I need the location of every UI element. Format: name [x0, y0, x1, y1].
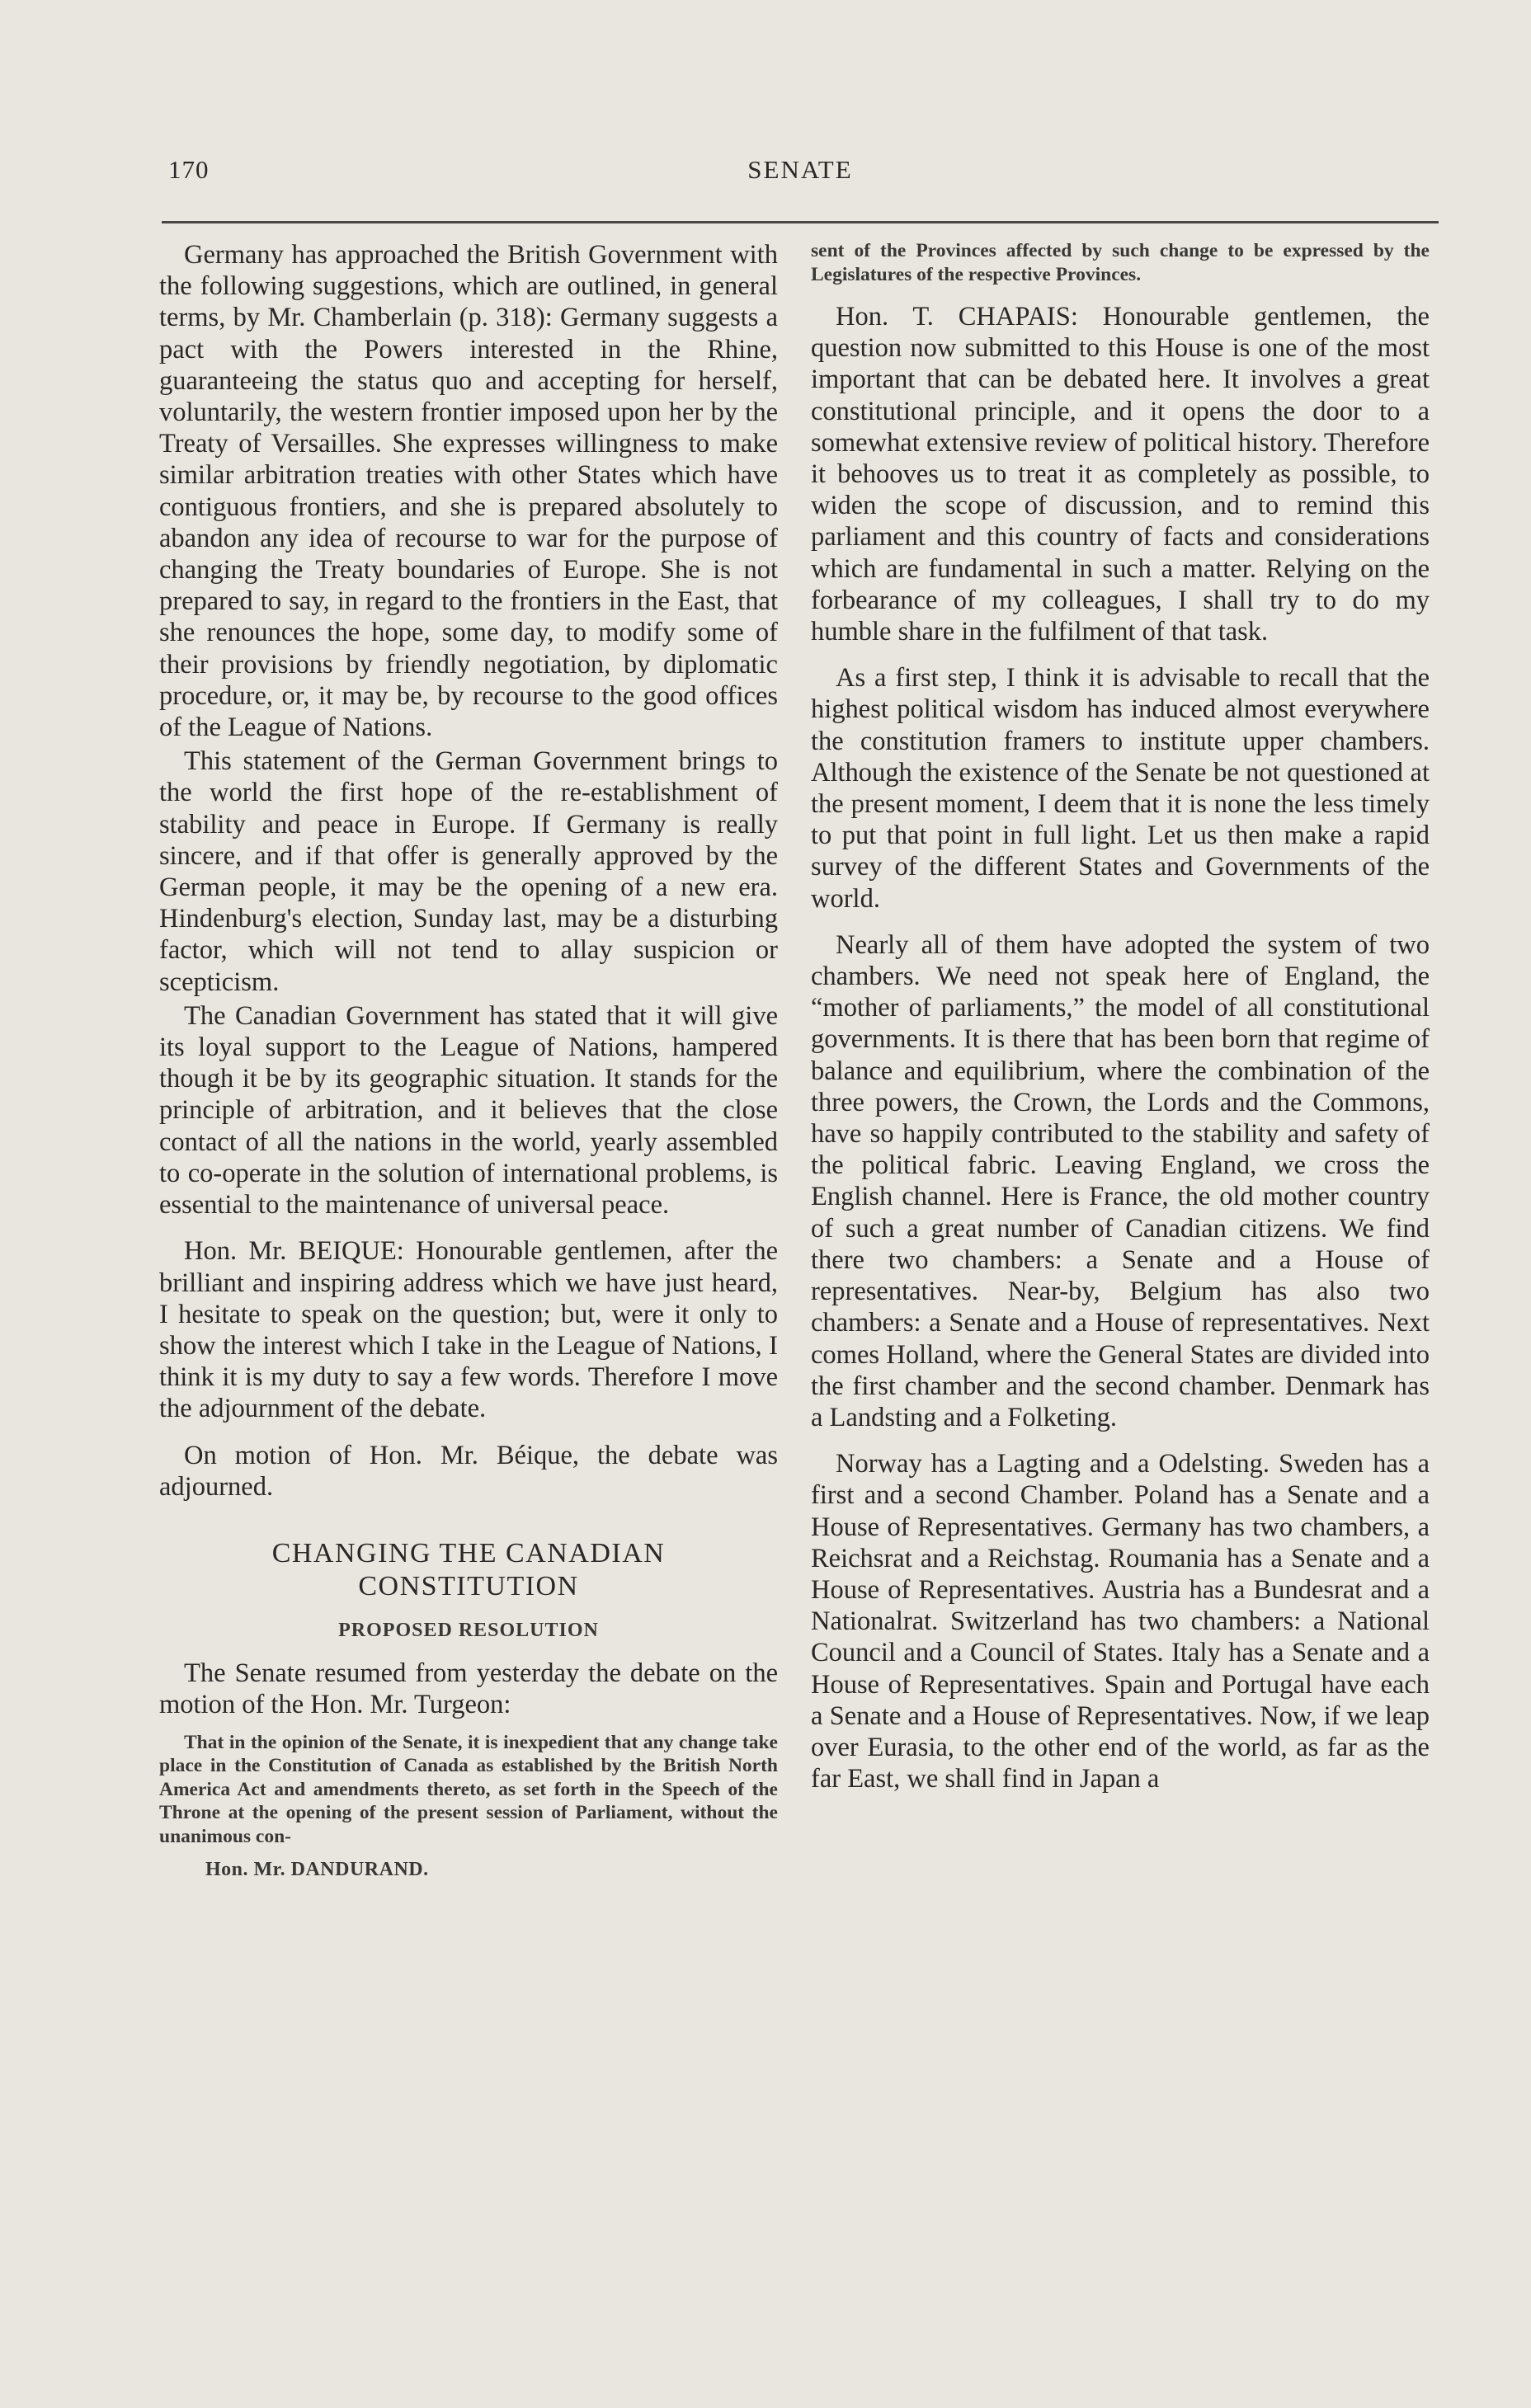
- paragraph: The Canadian Government has stated that it will give its loyal support to the League of Nations, hampered though it be by its geographic situation. It stands for the principle of arbitration, and it believes that the close contact of all the nations in the world, yearly assembled to co-operate in the solution of international problems, is essential to the maintenance of universal peace.: [159, 1000, 778, 1220]
- signature: Hon. Mr. DANDURAND.: [205, 1859, 429, 1881]
- paragraph: Hon. Mr. BEIQUE: Honourable gentlemen, after the brilliant and inspiring address which we have just heard, I hesitate to speak on the question; but, were it only to show the interest which I take in the League of Nations, I think it is my duty to say a few words. Therefore I move the adjournment of the debate.: [159, 1236, 778, 1424]
- paragraph: As a first step, I think it is advisable to recall that the highest political wisdom has induced almost everywhere the constitution framers to institute upper chambers. Although the existence of the Senate be not questioned at the present moment, I deem that it is none the less timely to put that point in full light. Let us then make a rapid survey of the different States and Governments of the world.: [811, 663, 1430, 914]
- header-rule: [162, 221, 1439, 223]
- left-column: [159, 239, 778, 1883]
- right-column: [811, 239, 1430, 1794]
- paragraph: This statement of the German Government brings to the world the first hope of the re-establishment of stability and peace in Europe. If Germany is really sincere, and if that offer is generally approved by the German people, it may be the opening of a new era. Hindenburg's election, Sunday last, may be a disturbing factor, which will not tend to allay suspicion or scepticism.: [159, 746, 778, 997]
- page-header: [162, 155, 1439, 196]
- quoted-motion-continued: sent of the Provinces affected by such change to be expressed by the Legislatures of the respective Provinces.: [811, 240, 1430, 285]
- quoted-motion: That in the opinion of the Senate, it is inexpedient that any change take place in the Constitution of Canada as established by the British North America Act and amendments thereto, as set forth in the Speech of the Throne at the opening of the present session of Parliament, without the unanimous con-: [159, 1731, 778, 1847]
- subheading: PROPOSED RESOLUTION: [338, 1619, 599, 1641]
- paragraph: Norway has a Lagting and a Odelsting. Sweden has a first and a second Chamber. Poland has a Senate and a House of Representatives. Germany has two chambers, a Reichsrat and a Reichstag. Roumania has a Senate and a House of Representatives. Austria has a Bundesrat and a Nationalrat. Switzerland has two chambers: a National Council and a Council of States. Italy has a Senate and a House of Representatives. Spain and Portugal have each a Senate and a House of Representatives. Now, if we leap over Eurasia, to the other end of the world, as far as the far East, we shall find in Japan a: [811, 1449, 1430, 1794]
- paragraph: On motion of Hon. Mr. Béique, the debate was adjourned.: [159, 1440, 778, 1502]
- paragraph: Hon. T. CHAPAIS: Honourable gentlemen, the question now submitted to this House is one of the most important that can be debated here. It involves a great constitutional principle, and it opens the door to a somewhat extensive review of political history. Therefore it behooves us to treat it as completely as possible, to widen the scope of discussion, and to remind this parliament and this country of facts and considerations which are fundamental in such a matter. Relying on the forbearance of my colleagues, I shall try to do my humble share in the fulfilment of that task.: [811, 302, 1430, 647]
- running-head: SENATE: [747, 155, 853, 184]
- section-heading: CHANGING THE CANADIAN CONSTITUTION: [271, 1537, 666, 1601]
- paragraph: The Senate resumed from yesterday the debate on the motion of the Hon. Mr. Turgeon:: [159, 1658, 778, 1720]
- paragraph: Nearly all of them have adopted the system of two chambers. We need not speak here of England, the “mother of parliaments,” the model of all constitutional governments. It is there that has been born that regime of balance and equilibrium, where the combination of the three powers, the Crown, the Lords and the Commons, have so happily contributed to the stability and safety of the political fabric. Leaving England, we cross the English channel. Here is France, the old mother country of such a great number of Canadian citizens. We find there two chambers: a Senate and a House of representatives. Near-by, Belgium has also two chambers: a Senate and a House of representatives. Next comes Holland, where the General States are divided into the first chamber and the second chamber. Denmark has a Landsting and a Folketing.: [811, 929, 1430, 1432]
- page-number: 170: [168, 155, 210, 184]
- paragraph: Germany has approached the British Government with the following suggestions, which are outlined, in general terms, by Mr. Chamberlain (p. 318): Germany suggests a pact with the Powers interested in the Rhine, guaranteeing the status quo and accepting for herself, voluntarily, the western frontier imposed upon her by the Treaty of Versailles. She expresses willingness to make similar arbitration treaties with other States which have contiguous frontiers, and she is prepared absolutely to abandon any idea of recourse to war for the purpose of changing the Treaty boundaries of Europe. She is not prepared to say, in regard to the frontiers in the East, that she renounces the hope, some day, to modify some of their provisions by friendly negotiation, by diplomatic procedure, or, it may be, by recourse to the good offices of the League of Nations.: [159, 240, 778, 743]
